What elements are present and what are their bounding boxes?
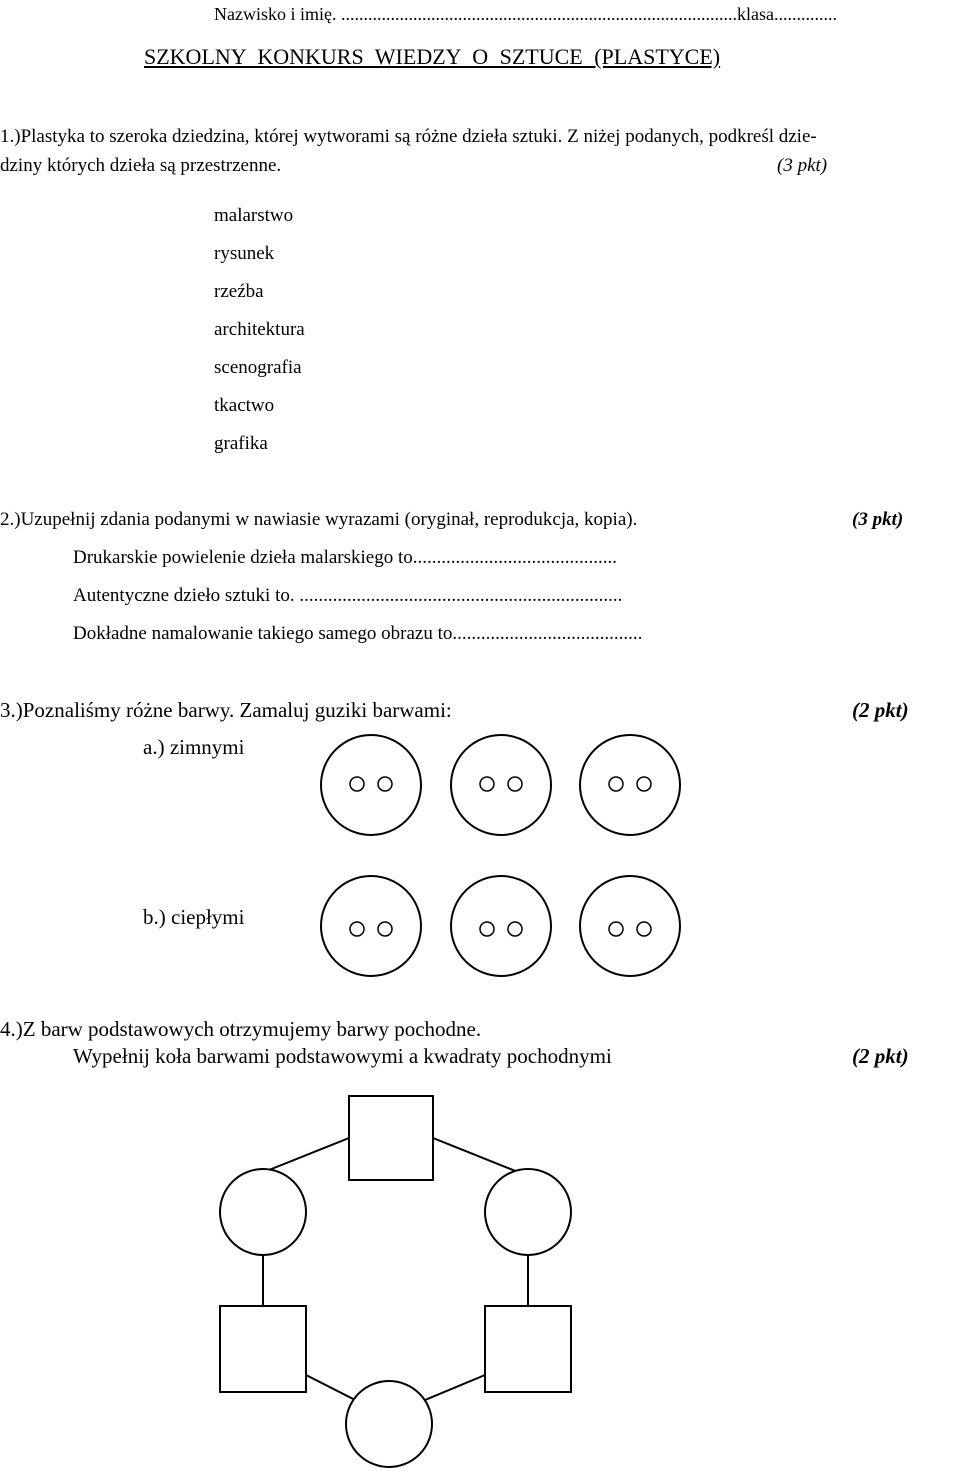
q1-option[interactable]: architektura (214, 319, 305, 340)
primary-color-circle-right[interactable] (485, 1169, 571, 1255)
q3-question: 3.)Poznaliśmy różne barwy. Zamaluj guziki barwami: (0, 698, 452, 722)
primary-color-circle-left[interactable] (220, 1169, 306, 1255)
q3-label-cold: a.) zimnymi (143, 735, 245, 759)
q2-sentence[interactable]: Dokładne namalowanie takiego samego obrazu to........................................ (73, 623, 643, 644)
q2-sentence[interactable]: Autentyczne dzieło sztuki to. .................................................................... (73, 585, 623, 606)
primary-color-circle-bottom[interactable] (346, 1381, 432, 1467)
q1-text-line2: dziny których dzieła są przestrzenne. (0, 155, 282, 176)
q1-option[interactable]: grafika (214, 433, 268, 454)
q2-points: (3 pkt) (852, 509, 904, 530)
q1-text-line1: 1.)Plastyka to szeroka dziedzina, której wytworami są różne dzieła sztuki. Z niżej podanych, podkreśl dzie- (0, 126, 817, 147)
q1-option[interactable]: tkactwo (214, 395, 275, 416)
page-title: SZKOLNY KONKURS WIEDZY O SZTUCE (PLASTYCE) (144, 44, 721, 69)
q1-option[interactable]: scenografia (214, 357, 302, 378)
q4-text-line1: 4.)Z barw podstawowych otrzymujemy barwy pochodne. (0, 1017, 482, 1041)
q3-points: (2 pkt) (852, 698, 909, 722)
q4-text-line2: Wypełnij koła barwami podstawowymi a kwadraty pochodnymi (73, 1044, 612, 1068)
derived-color-square-left[interactable] (220, 1306, 306, 1392)
q1-option[interactable]: rysunek (214, 243, 275, 264)
q3-label-warm: b.) ciepłymi (143, 905, 245, 929)
q1-option[interactable]: malarstwo (214, 205, 294, 226)
q4-points: (2 pkt) (852, 1044, 909, 1068)
derived-color-square-right[interactable] (485, 1306, 571, 1392)
q2-sentence[interactable]: Drukarskie powielenie dzieła malarskiego to........................................... (73, 547, 618, 568)
q2-question: 2.)Uzupełnij zdania podanymi w nawiasie wyrazami (oryginał, reprodukcja, kopia). (0, 509, 638, 530)
q1-option[interactable]: rzeźba (214, 281, 264, 302)
derived-color-square-top[interactable] (349, 1096, 433, 1180)
name-class-line: Nazwisko i imię. ........................................................................................klasa.............. (214, 4, 837, 24)
q1-points: (3 pkt) (777, 155, 828, 176)
